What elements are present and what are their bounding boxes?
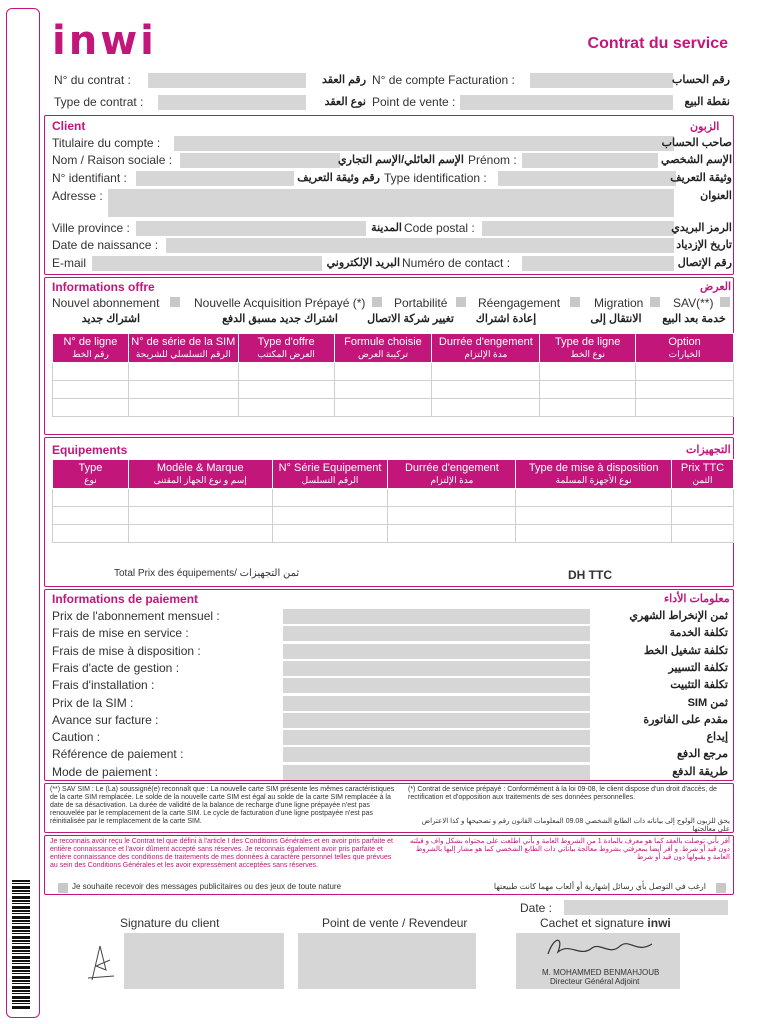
prepaid-note-ar: يحق للزبون الولوج إلى بياناته ذات الطابع الشخصي 09.08 المعلومات القانون رقم و تصحيحها و كذا الاعتراض على معالجتها [421, 818, 730, 833]
postal-code-label-ar: الرمز البريدي [671, 222, 732, 234]
document-title: Contrat du service [587, 35, 728, 52]
offer-option-checkbox[interactable] [570, 297, 580, 307]
column-header: Option الخيارات [636, 334, 734, 363]
payment-label-ar: إيداع [706, 731, 728, 744]
payment-label: Frais de mise à disposition : [52, 643, 201, 658]
column-header: Type d'offre العرض المكتتب [238, 334, 334, 363]
offer-section-title-ar: العرض [700, 281, 732, 293]
offer-option-fr: SAV(**) [673, 296, 714, 310]
firstname-label-ar: الإسم الشخصي [661, 154, 732, 166]
city-field[interactable] [136, 221, 366, 236]
billing-account-label: N° de compte Facturation : [372, 73, 515, 87]
payment-section-title-ar: معلومات الأداء [664, 593, 730, 605]
firstname-field[interactable] [522, 153, 658, 168]
id-number-field[interactable] [136, 171, 294, 186]
table-row[interactable] [53, 363, 734, 381]
signer-name: M. MOHAMMED BENMAHJOUB [542, 968, 660, 977]
payment-label: Mode de paiement : [52, 764, 159, 779]
client-signature-label: Signature du client [120, 916, 220, 930]
payment-label: Avance sur facture : [52, 712, 159, 727]
postal-code-label: Code postal : [404, 221, 475, 235]
payment-label-ar: تكلفة التسيير [668, 661, 728, 674]
payment-field[interactable] [283, 661, 590, 676]
barcode [12, 880, 30, 1010]
billing-account-label-ar: رقم الحساب [672, 74, 730, 86]
client-section-title-ar: الزبون [690, 121, 720, 133]
client-section-title: Client [52, 119, 86, 133]
payment-label-ar: مقدم على الفاتورة [643, 713, 728, 726]
offer-option-checkbox[interactable] [650, 297, 660, 307]
id-number-label-ar: رقم وثيقة التعريف [297, 172, 380, 184]
equipment-table [52, 459, 734, 543]
column-header: Type de ligne نوع الخط [540, 334, 636, 363]
payment-label: Frais de mise en service : [52, 626, 189, 641]
column-header: Durrée d'engement مدة الإلتزام [432, 334, 540, 363]
payment-label: Prix de la SIM : [52, 695, 134, 710]
offer-option-fr: Réengagement [478, 296, 561, 310]
payment-field[interactable] [283, 765, 590, 780]
stamp-label: Cachet et signature inwi [540, 916, 671, 930]
column-header: Formule choisie تركيبة العرض [334, 334, 432, 363]
column-header: N° de ligne رقم الخط [53, 334, 129, 363]
payment-label-ar: ثمن الإنخراط الشهري [629, 610, 728, 622]
column-header: Type نوع [53, 460, 129, 489]
point-of-sale-field[interactable] [460, 95, 673, 110]
offer-table-header [53, 334, 734, 363]
offer-option-fr: Migration [594, 296, 644, 310]
birth-date-label: Date de naissance : [52, 238, 159, 252]
acknowledgement-ar: أقر بأني توصلت بالعقد كما هو معرف بالمادة 1 من الشروط العامة و بأني اطلعت على محتواه بشكل واف و قبلته دون قيد أو شرط. و أقر أيضا بمعرفتي بشروط معالجة بياناتي ذات الطابع الشخصي كما هو مشار إليها بالشروط العامة و بقبولها دون قيد أو شرط [409, 838, 730, 861]
offer-option-ar: الانتقال إلى [590, 313, 642, 325]
birth-date-field[interactable] [166, 238, 674, 253]
offer-option-fr: Nouvel abonnement [52, 296, 160, 310]
point-of-sale-label-ar: نقطة البيع [684, 96, 730, 108]
equipment-section-title: Equipements [52, 443, 128, 457]
column-header: N° de série de la SIM الرقم التسلسلي للشريحة [128, 334, 238, 363]
email-label-ar: البريد الإلكتروني [326, 257, 400, 269]
contact-number-label: Numéro de contact : [402, 256, 511, 270]
payment-field[interactable] [283, 644, 590, 659]
signer-title: Directeur Général Adjoint [550, 977, 640, 986]
payment-field[interactable] [283, 609, 590, 624]
contract-number-label-ar: رقم العقد [322, 74, 366, 86]
payment-label-ar: تكلفة تشغيل الخط [643, 644, 728, 657]
email-label: E-mail [52, 256, 87, 270]
payment-label-ar: تكلفة التثبيت [670, 679, 728, 692]
payment-field[interactable] [283, 696, 590, 711]
holder-label-ar: صاحب الحساب [661, 137, 732, 149]
date-label: Date : [520, 901, 553, 915]
city-label: Ville province : [52, 221, 130, 235]
offer-option-checkbox[interactable] [170, 297, 180, 307]
column-header: Modèle & Marque إسم و نوع الجهاز المقتنى [128, 460, 272, 489]
acknowledgement-fr: Je reconnais avoir reçu le Contrat tel que défini à l'article I des Conditions Générales et en avoir pris parfaite et entière connaissance et l'avoir dûment accepté sans réserves. Je reconnais également avoir pris parfaite et entière connaissance des conditions de traitements de mes données à caractère personnel telles que prévues au sein des Conditions Générales et les avoir expressément acceptées sans réserves. [50, 838, 393, 869]
offer-option-ar: اشتراك جديد مسبق الدفع [222, 313, 338, 325]
offer-option-ar: إعادة اشتراك [475, 313, 537, 325]
payment-field[interactable] [283, 747, 590, 762]
marketing-consent-ar: ارغب في التوصل بأي رسائل إشهارية أو ألعاب مهما كانت طبيعتها [493, 882, 706, 891]
name-field[interactable] [180, 153, 340, 168]
offer-table [52, 333, 734, 417]
contact-number-label-ar: رقم الإتصال [677, 257, 732, 269]
city-label-ar: المدينة [371, 222, 402, 234]
marketing-checkbox[interactable] [58, 883, 68, 893]
contract-number-label: N° du contrat : [54, 73, 131, 87]
offer-option-checkbox[interactable] [372, 297, 382, 307]
director-signature [540, 934, 660, 964]
offer-option-ar: خدمة بعد البيع [662, 313, 726, 325]
payment-label: Prix de l'abonnement mensuel : [52, 609, 220, 623]
offer-option-ar: اشتراك جديد [81, 313, 140, 325]
table-row[interactable] [53, 525, 734, 543]
holder-field[interactable] [174, 136, 674, 151]
offer-option-ar: تغيير شركة الاتصال [367, 313, 454, 325]
email-field[interactable] [92, 256, 322, 271]
sav-note: (**) SAV SIM : Le (La) soussigné(e) reconnaît que : La nouvelle carte SIM présente les mêmes caractéristiques de la carte SIM remplacée. Le solde de la nouvelle carte SIM est égal au solde de la carte SIM remplacée à la date de sa désactivation. La durée de validité de la balance de recharge d'une ligne prépayée n'est pas renouvelée par le remplacement de la carte SIM. Le cycle de facturation d'une ligne postpayée n'est pas réinitialisée par le remplacement de la carte SIM. [50, 786, 395, 825]
firstname-label: Prénom : [468, 153, 517, 167]
offer-option-fr: Portabilité [394, 296, 448, 310]
contact-number-field[interactable] [522, 256, 674, 271]
payment-label-ar: مرجع الدفع [677, 748, 728, 761]
billing-account-field[interactable] [530, 73, 673, 88]
postal-code-field[interactable] [482, 221, 674, 236]
payment-section-title: Informations de paiement [52, 592, 199, 606]
point-of-sale-label: Point de vente : [372, 95, 456, 109]
holder-label: Titulaire du compte : [52, 136, 161, 150]
address-label-ar: العنوان [700, 190, 732, 202]
payment-field[interactable] [283, 678, 590, 693]
table-row[interactable] [53, 507, 734, 525]
equipment-total-label: Total Prix des équipements/ ثمن التجهيزات [114, 568, 300, 579]
offer-option-checkbox[interactable] [456, 297, 466, 307]
client-signature-scribble [86, 940, 116, 984]
id-type-label-ar: وثيقة التعريف [670, 172, 732, 184]
pos-signature-box[interactable] [298, 933, 476, 989]
offer-option-checkbox[interactable] [720, 297, 730, 307]
id-type-label: Type identification : [384, 171, 487, 185]
column-header: Prix TTC الثمن [672, 460, 734, 489]
payment-field[interactable] [283, 713, 590, 728]
contract-number-field[interactable] [148, 73, 306, 88]
payment-field[interactable] [283, 730, 590, 745]
column-header: Durrée d'engement مدة الإلتزام [388, 460, 516, 489]
birth-date-label-ar: تاريخ الإزدياد [676, 239, 732, 251]
offer-option-fr: Nouvelle Acquisition Prépayé (*) [194, 296, 366, 310]
column-header: N° Série Equipement الرقم التسلسل [272, 460, 388, 489]
contract-type-field[interactable] [158, 95, 306, 110]
address-field[interactable] [108, 189, 674, 217]
date-field[interactable] [564, 900, 728, 915]
payment-label: Référence de paiement : [52, 747, 184, 762]
equipment-table-header [53, 460, 734, 489]
left-margin-frame [6, 8, 40, 1018]
payment-label-ar: ثمن SIM [687, 696, 728, 709]
marketing-consent-fr: Je souhaite recevoir des messages publicitaires ou des jeux de toute nature [72, 882, 342, 891]
address-label: Adresse : [52, 189, 103, 203]
offer-section-title: Informations offre [52, 280, 155, 294]
payment-label: Frais d'acte de gestion : [52, 660, 180, 675]
payment-label: Frais d'installation : [52, 678, 155, 693]
column-header: Type de mise à disposition نوع الأجهزة المسلمة [516, 460, 672, 489]
contract-type-label-ar: نوع العقد [324, 96, 366, 108]
payment-label-ar: طريقة الدفع [672, 765, 728, 778]
name-label: Nom / Raison sociale : [52, 153, 173, 167]
id-number-label: N° identifiant : [52, 171, 127, 185]
table-row[interactable] [53, 381, 734, 399]
pos-signature-label: Point de vente / Revendeur [322, 916, 468, 930]
table-row[interactable] [53, 489, 734, 507]
prepaid-note: (*) Contrat de service prépayé : Conformément à la loi 09-08, le client dispose d'un droit d'accès, de rectification et d'opposition aux traitements de ses données personnelles. [408, 786, 717, 801]
inwi-logo: inwi [52, 18, 157, 64]
payment-label-ar: تكلفة الخدمة [669, 627, 728, 640]
client-signature-box[interactable] [124, 933, 284, 989]
name-label-ar: الإسم العائلي/الإسم التجاري [338, 154, 464, 166]
contract-type-label: Type de contrat : [54, 95, 144, 109]
marketing-checkbox-ar[interactable] [716, 883, 726, 893]
equipment-section-title-ar: التجهيزات [686, 444, 731, 456]
id-type-field[interactable] [498, 171, 676, 186]
equipment-total-unit: DH TTC [568, 568, 612, 582]
payment-field[interactable] [283, 626, 590, 641]
table-row[interactable] [53, 399, 734, 417]
payment-label: Caution : [52, 730, 101, 745]
